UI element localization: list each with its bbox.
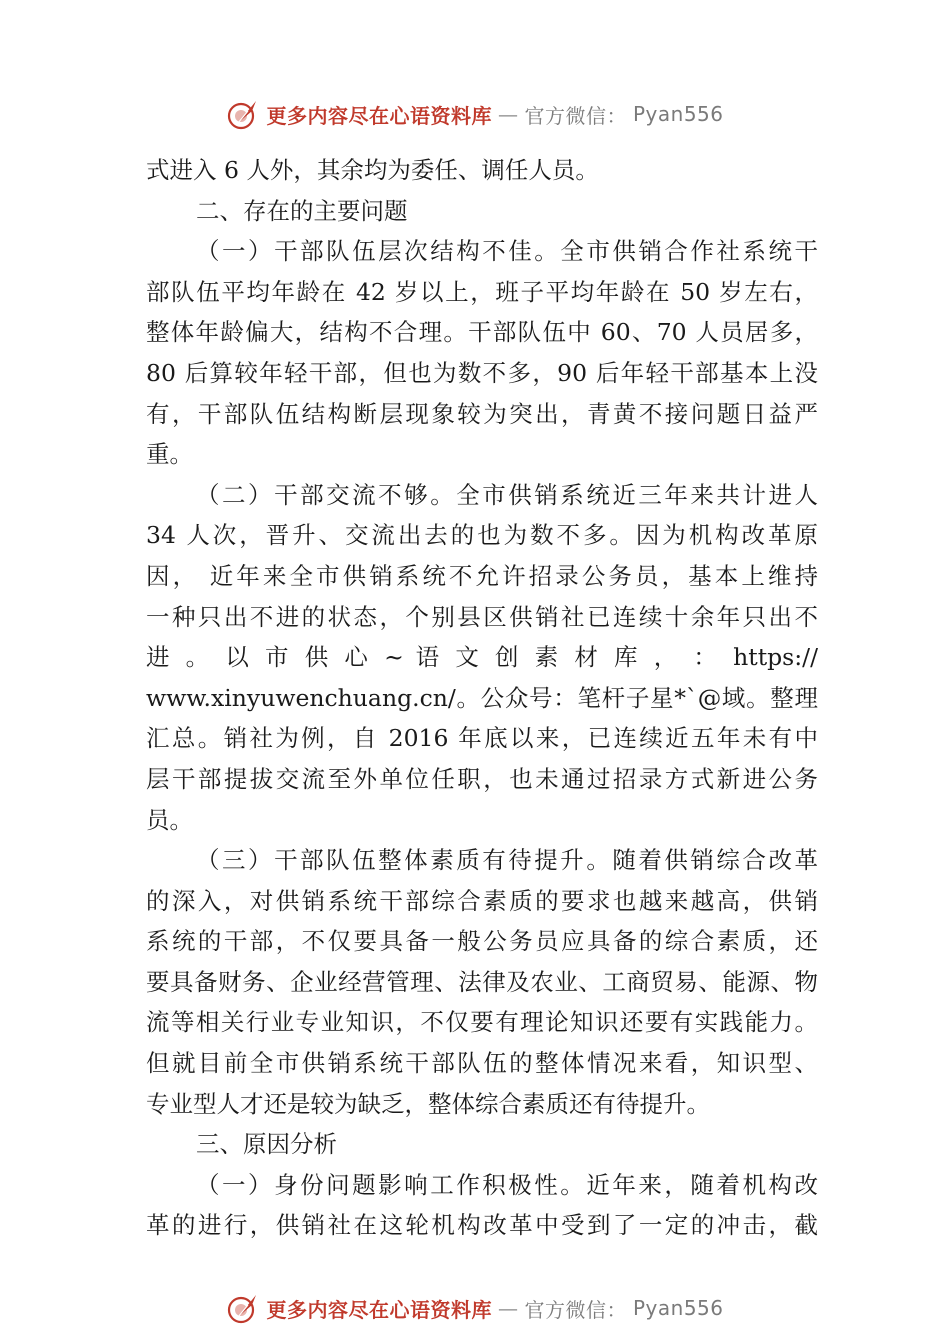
text-line: 汇总。销社为例，自 2016 年底以来，已连续近五年未有中: [146, 724, 818, 753]
section-heading: 二、存在的主要问题: [196, 196, 408, 225]
quill-logo-icon: [226, 97, 260, 131]
watermark-separator: —: [497, 102, 519, 126]
watermark-content: [226, 1291, 723, 1325]
text-line: 革的进行，供销社在这轮机构改革中受到了一定的冲击，截: [146, 1211, 818, 1240]
text-line: （一）身份问题影响工作积极性。近年来，随着机构改: [196, 1170, 818, 1199]
text-line: 有，干部队伍结构断层现象较为突出，青黄不接问题日益严: [146, 399, 818, 428]
text-line: 要具备财务、企业经营管理、法律及农业、工商贸易、能源、物: [146, 967, 818, 996]
text-line: 部队伍平均年龄在 42 岁以上，班子平均年龄在 50 岁左右，: [146, 277, 818, 306]
document-body: [146, 150, 818, 1246]
watermark-grey-text: 官方微信：: [524, 1297, 627, 1322]
watermark-separator: —: [497, 1296, 519, 1320]
watermark-wechat-id: Pyan556: [632, 102, 724, 126]
watermark-red-text: 更多内容尽在心语资料库: [266, 103, 492, 128]
text-line: 80 后算较年轻干部，但也为数不多，90 后年轻干部基本上没: [146, 358, 818, 387]
header-watermark: [0, 94, 950, 134]
text-line: 系统的干部，不仅要具备一般公务员应具备的综合素质，还: [146, 927, 818, 956]
watermark-content: [226, 97, 723, 131]
text-line: 员。: [146, 805, 193, 834]
watermark-wechat-id: Pyan556: [632, 1296, 724, 1320]
text-line: （一）干部队伍层次结构不佳。全市供销合作社系统干: [196, 237, 818, 266]
footer-watermark: [0, 1288, 950, 1328]
watermark-grey-text: 官方微信：: [524, 103, 627, 128]
watermark-red-text: 更多内容尽在心语资料库: [266, 1297, 492, 1322]
quill-logo-icon: [226, 1291, 260, 1325]
text-line: 流等相关行业专业知识，不仅要有理论知识还要有实践能力。: [146, 1008, 818, 1037]
text-line: 整体年龄偏大，结构不合理。干部队伍中 60、70 人员居多，: [146, 318, 818, 347]
text-line: 进 。 以 市 供 心 ~ 语 文 创 素 材 库 ， ： https://: [146, 643, 818, 672]
text-line: 重。: [146, 440, 193, 469]
text-line: 层干部提拔交流至外单位任职，也未通过招录方式新进公务: [146, 764, 818, 793]
text-line: （二）干部交流不够。全市供销系统近三年来共计进人: [196, 480, 818, 509]
text-line: 34 人次，晋升、交流出去的也为数不多。因为机构改革原: [146, 521, 818, 550]
text-line: （三）干部队伍整体素质有待提升。随着供销综合改革: [196, 846, 818, 875]
section-heading: 三、原因分析: [196, 1130, 337, 1159]
text-line: 一种只出不进的状态，个别县区供销社已连续十余年只出不: [146, 602, 818, 631]
text-line: 因， 近年来全市供销系统不允许招录公务员，基本上维持: [146, 561, 818, 590]
text-line: 式进入 6 人外，其余均为委任、调任人员。: [146, 156, 599, 184]
text-line: 但就目前全市供销系统干部队伍的整体情况来看，知识型、: [146, 1049, 818, 1078]
text-line: 的深入，对供销系统干部综合素质的要求也越来越高，供销: [146, 886, 818, 915]
text-line: www.xinyuwenchuang.cn/。公众号：笔杆子星*`@域。整理: [146, 683, 818, 712]
text-line: 专业型人才还是较为缺乏，整体综合素质还有待提升。: [146, 1089, 710, 1118]
